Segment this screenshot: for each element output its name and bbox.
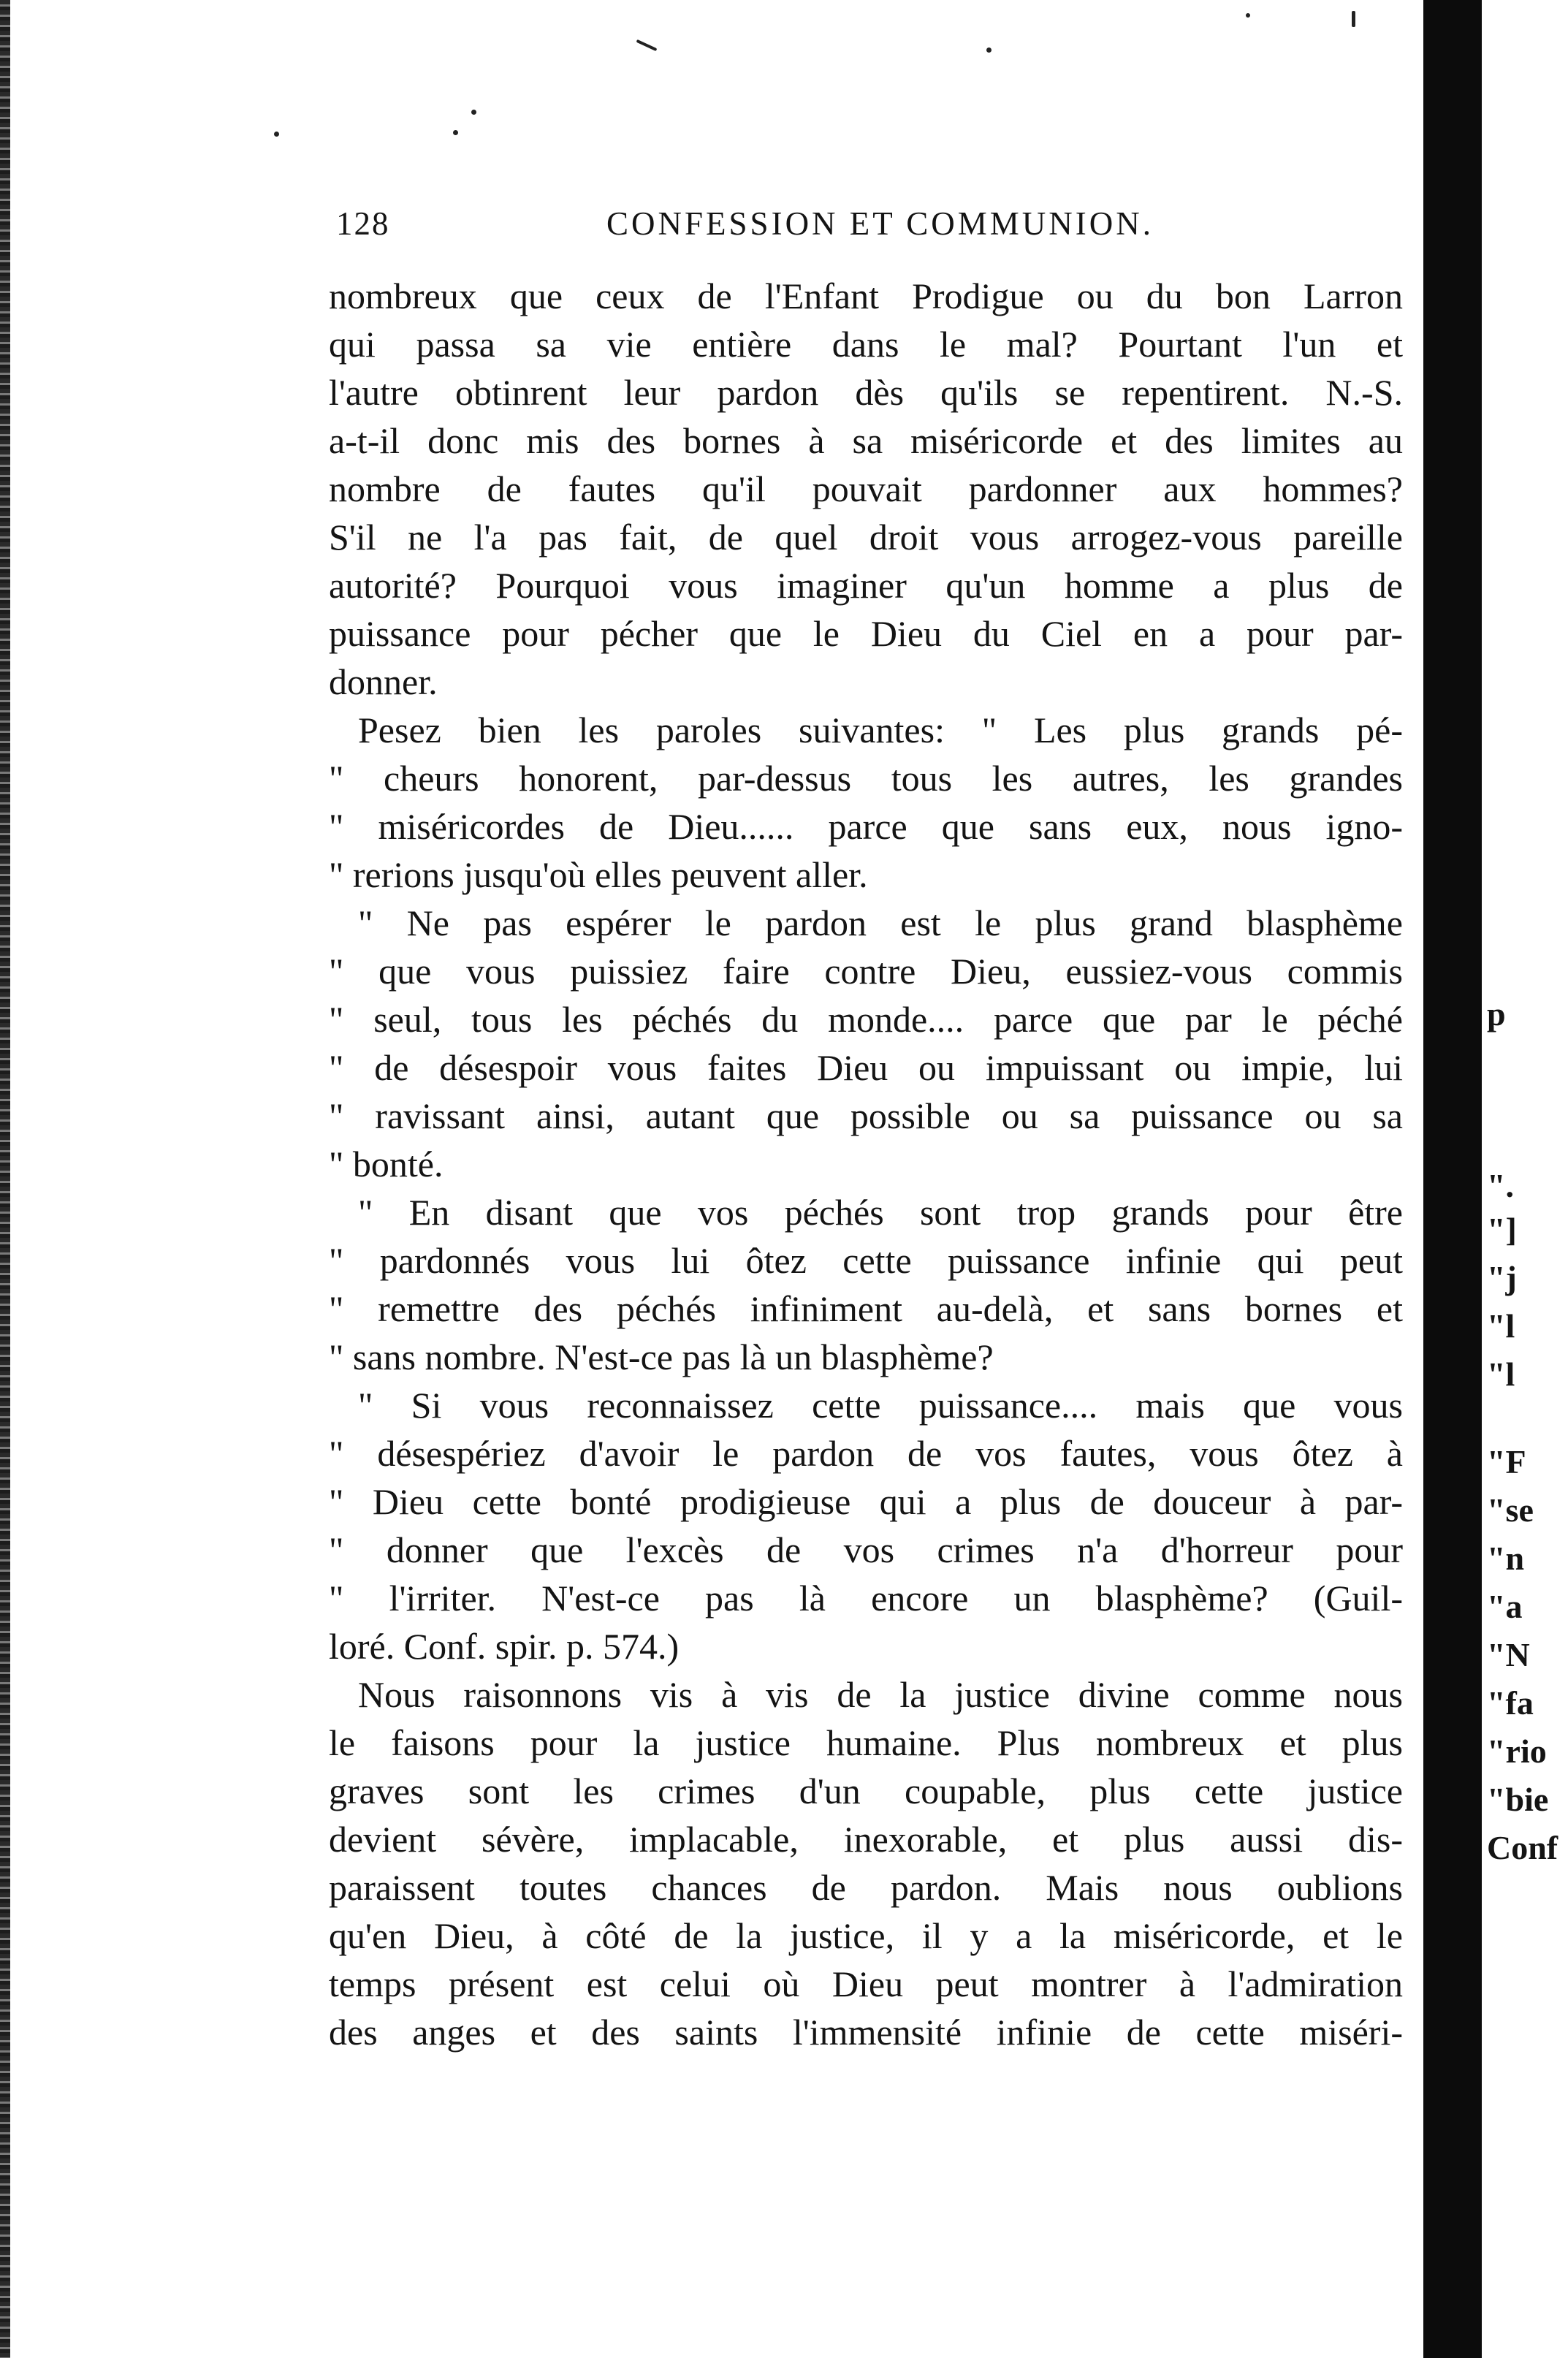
text-line: " seul, tous les péchés du monde.... parce que par le péché — [329, 999, 1403, 1040]
facing-page-fragments — [1487, 0, 1568, 2358]
text-line: " Dieu cette bonté prodigieuse qui a plus de douceur à par- — [329, 1481, 1403, 1522]
margin-fragment: "l — [1487, 1307, 1515, 1345]
text-line: " pardonnés vous lui ôtez cette puissance infinie qui peut — [329, 1240, 1403, 1281]
text-line: " ravissant ainsi, autant que possible ou sa puissance ou sa — [329, 1095, 1403, 1136]
margin-fragment: "a — [1487, 1588, 1523, 1625]
margin-fragment: "F — [1487, 1443, 1526, 1480]
text-line: graves sont les crimes d'un coupable, plus cette justice — [329, 1771, 1403, 1811]
margin-fragment: "j — [1487, 1259, 1517, 1296]
left-spine-edge — [0, 0, 10, 2358]
page-number: 128 — [336, 205, 390, 242]
text-line: " bonté. — [329, 1144, 444, 1184]
speck — [274, 132, 279, 137]
margin-fragment: "fa — [1487, 1684, 1534, 1722]
margin-fragment: "] — [1487, 1211, 1517, 1248]
text-line: Nous raisonnons vis à vis de la justice divine comme nous — [358, 1674, 1403, 1715]
margin-fragment: "l — [1487, 1355, 1515, 1393]
running-title: CONFESSION ET COMMUNION. — [606, 205, 1154, 242]
text-line: paraissent toutes chances de pardon. Mais nous oublions — [329, 1867, 1403, 1908]
text-line: " miséricordes de Dieu...... parce que sans eux, nous igno- — [329, 806, 1403, 847]
text-line: " de désespoir vous faites Dieu ou impuissant ou impie, lui — [329, 1047, 1403, 1088]
text-line: " sans nombre. N'est-ce pas là un blasphème? — [329, 1336, 994, 1377]
text-line: le faisons pour la justice humaine. Plus nombreux et plus — [329, 1722, 1403, 1763]
text-line: " En disant que vos péchés sont trop grands pour être — [358, 1192, 1403, 1233]
speck — [453, 130, 458, 135]
speck — [1246, 13, 1250, 18]
text-line: puissance pour pécher que le Dieu du Ciel en a pour par- — [329, 613, 1403, 654]
text-line: qu'en Dieu, à côté de la justice, il y a la miséricorde, et le — [329, 1915, 1403, 1956]
text-line: " donner que l'excès de vos crimes n'a d'horreur pour — [329, 1529, 1403, 1570]
speck — [471, 110, 476, 115]
text-line: des anges et des saints l'immensité infinie de cette miséri- — [329, 2012, 1403, 2053]
text-line: " remettre des péchés infiniment au-delà, et sans bornes et — [329, 1288, 1403, 1329]
margin-fragment: "bie — [1487, 1781, 1549, 1818]
text-line: " l'irriter. N'est-ce pas là encore un blasphème? (Guil- — [329, 1578, 1403, 1619]
text-line: autorité? Pourquoi vous imaginer qu'un homme a plus de — [329, 565, 1403, 606]
text-line: " rerions jusqu'où elles peuvent aller. — [329, 854, 868, 895]
margin-fragment: "N — [1487, 1636, 1530, 1673]
page-header — [321, 197, 1388, 256]
speck — [636, 39, 658, 51]
text-line: donner. — [329, 661, 438, 702]
text-line: " désespériez d'avoir le pardon de vos fautes, vous ôtez à — [329, 1433, 1403, 1474]
text-line: l'autre obtinrent leur pardon dès qu'ils se repentirent. N.-S. — [329, 372, 1403, 413]
text-line: Pesez bien les paroles suivantes: " Les plus grands pé- — [358, 710, 1403, 750]
text-line: qui passa sa vie entière dans le mal? Pourtant l'un et — [329, 324, 1403, 365]
margin-fragment: "rio — [1487, 1733, 1547, 1770]
speck — [1352, 11, 1355, 27]
speck — [986, 47, 992, 53]
text-line: a-t-il donc mis des bornes à sa miséricorde et des limites au — [329, 420, 1403, 461]
body-text — [329, 272, 1403, 2056]
text-line: S'il ne l'a pas fait, de quel droit vous arrogez-vous pareille — [329, 517, 1403, 558]
text-line: " Ne pas espérer le pardon est le plus grand blasphème — [358, 902, 1403, 943]
page-fold-shadow — [1423, 0, 1482, 2358]
text-line: devient sévère, implacable, inexorable, et plus aussi dis- — [329, 1819, 1403, 1860]
text-line: " cheurs honorent, par-dessus tous les autres, les grandes — [329, 758, 1403, 799]
text-line: nombre de fautes qu'il pouvait pardonner aux hommes? — [329, 468, 1403, 509]
text-line: " que vous puissiez faire contre Dieu, eussiez-vous commis — [329, 951, 1403, 992]
text-line: " Si vous reconnaissez cette puissance.... mais que vous — [358, 1385, 1403, 1426]
margin-fragment: Conf — [1487, 1829, 1559, 1866]
margin-fragment: p — [1487, 995, 1506, 1032]
margin-fragment: "se — [1487, 1491, 1534, 1529]
text-line: temps présent est celui où Dieu peut montrer à l'admiration — [329, 1963, 1403, 2004]
text-line: loré. Conf. spir. p. 574.) — [329, 1626, 680, 1667]
margin-fragment: "n — [1487, 1540, 1525, 1577]
text-line: nombreux que ceux de l'Enfant Prodigue ou du bon Larron — [329, 275, 1403, 316]
margin-fragment: ". — [1487, 1167, 1515, 1204]
